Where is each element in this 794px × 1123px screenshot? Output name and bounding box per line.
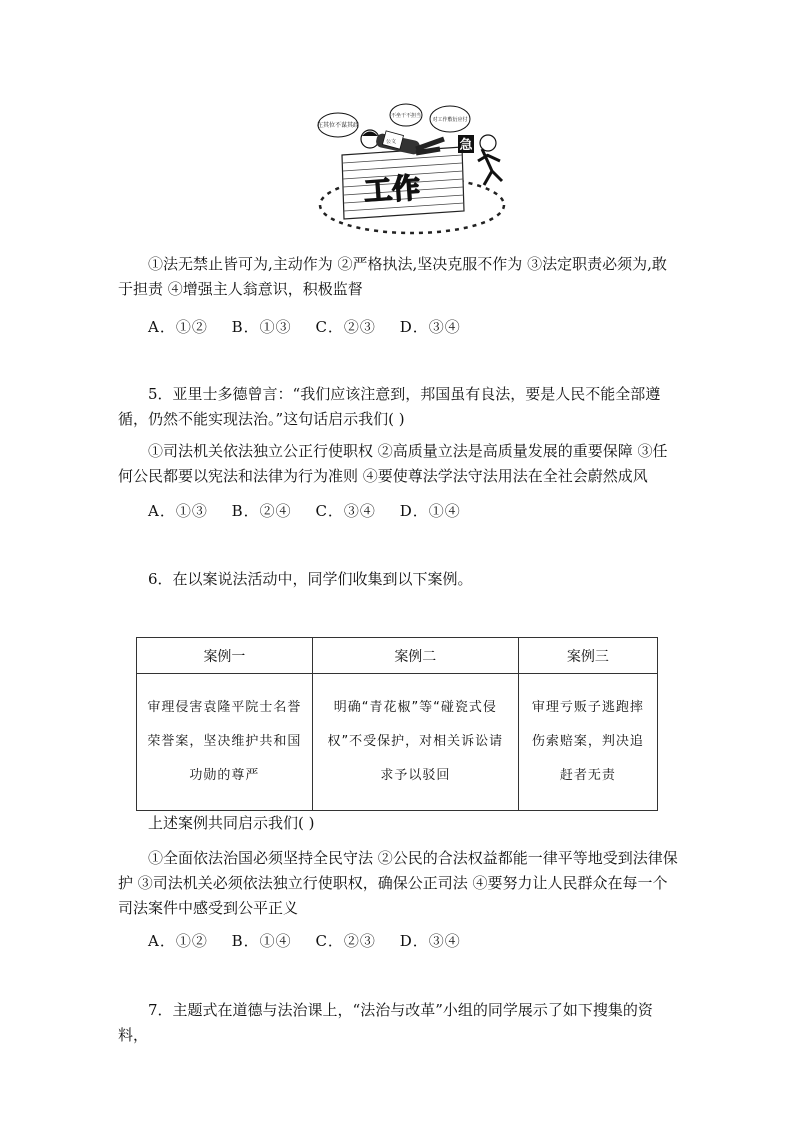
q5-stem: 5．亚里士多德曾言：“我们应该注意到，邦国虽有良法，要是人民不能全部遵循，仍然不能实现法治。”这句话启示我们( ): [118, 385, 661, 428]
q6-option-b: B．①④: [231, 932, 292, 950]
case-cell-2: 明确“青花椒”等“碰瓷式侵权”不受保护，对相关诉讼请求予以驳回: [312, 674, 518, 811]
q4-options: [148, 316, 479, 337]
case-header-1: 案例一: [137, 638, 313, 674]
q4-option-d: D．③④: [399, 318, 461, 336]
svg-text:在其位不谋其政: 在其位不谋其政: [316, 122, 360, 129]
q6-option-c: C．②③: [315, 932, 376, 950]
q6-options: [148, 930, 479, 951]
speech-bubble-3: [430, 106, 470, 132]
case-header-2: 案例二: [312, 638, 518, 674]
q6-option-d: D．③④: [399, 932, 461, 950]
q7-stem: 7．主题式在道德与法治课上，“法治与改革”小组的同学展示了如下搜集的资料，: [118, 1001, 653, 1044]
q5-option-d: D．①④: [399, 502, 461, 520]
running-person: [478, 135, 502, 185]
q6-option-a: A．①②: [148, 932, 208, 950]
q5-options: [148, 500, 479, 521]
q5-statement: ①司法机关依法独立公正行使职权 ②高质量立法是高质量发展的重要保障 ③任何公民都要以宪法和法律为行为准则 ④要使尊法学法守法用法在全社会蔚然成风: [118, 442, 668, 485]
case-cell-1: 审理侵害袁隆平院士名誉荣誉案，坚决维护共和国功勋的尊严: [137, 674, 313, 811]
q4-statement: ①法无禁止皆可为,主动作为 ②严格执法,坚决克服不作为 ③法定职责必须为,敢于担责 ④增强主人翁意识，积极监督: [118, 255, 667, 298]
case-cell-3: 审理亏贩子逃跑摔伤索赔案，判决追赶者无责: [518, 674, 657, 811]
cartoon-illustration: [312, 103, 512, 238]
q4-option-b: B．①③: [231, 318, 292, 336]
case-header-3: 案例三: [518, 638, 657, 674]
urgent-badge: [458, 135, 474, 153]
q5-option-a: A．①③: [148, 502, 208, 520]
q4-option-c: C．②③: [315, 318, 376, 336]
q5-option-b: B．②④: [231, 502, 292, 520]
speech-bubble-2: [390, 104, 422, 126]
svg-text:对工作敷衍应付: 对工作敷衍应付: [432, 117, 468, 123]
paper-label: 公文: [386, 139, 397, 145]
q6-stem: 6．在以案说法活动中，同学们收集到以下案例。: [148, 570, 473, 588]
lying-official: [361, 130, 444, 155]
pile-label: 工作: [362, 171, 422, 208]
q5-option-c: C．③④: [315, 502, 376, 520]
q6-statement: ①全面依法治国必须坚持全民守法 ②公民的合法权益都能一律平等地受到法律保护 ③司法机关必须依法独立行使职权，确保公正司法 ④要努力让人民群众在每一个司法案件中感受到公平正义: [118, 849, 678, 917]
svg-text:不坐干不担当: 不坐干不担当: [390, 113, 422, 119]
q4-option-a: A．①②: [148, 318, 208, 336]
q6-caption: 上述案例共同启示我们( ): [148, 814, 315, 832]
speech-bubble-1: [317, 113, 359, 137]
case-table: [136, 637, 658, 811]
svg-text:急: 急: [459, 138, 473, 153]
